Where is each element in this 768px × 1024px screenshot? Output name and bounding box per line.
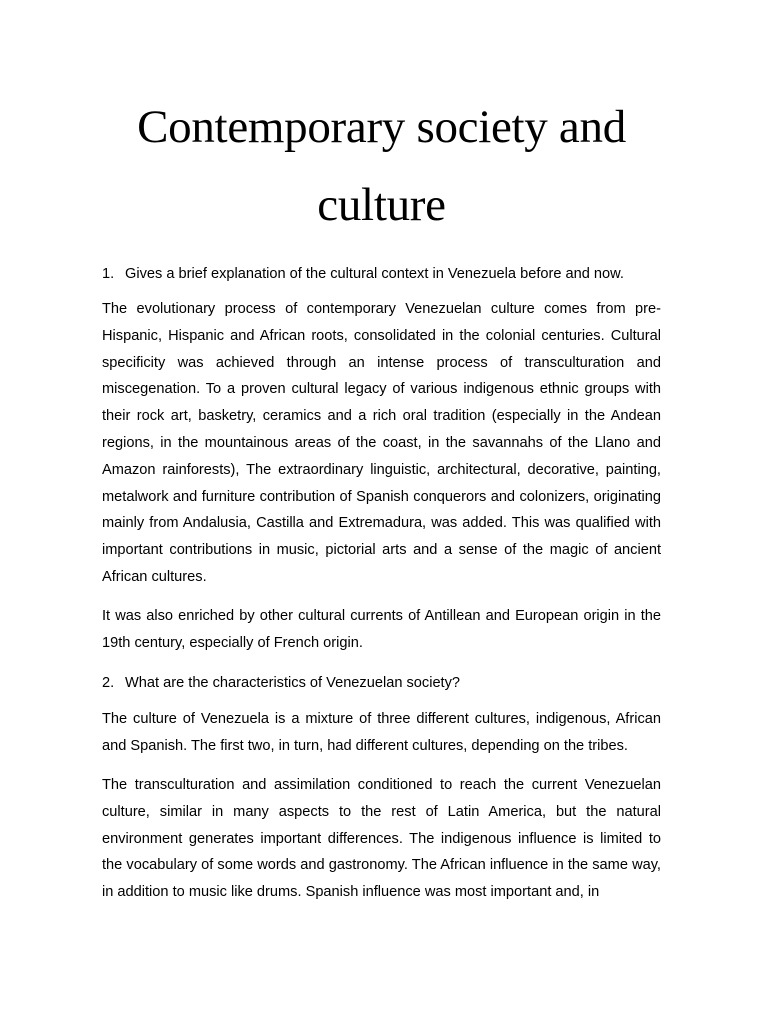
question-2 xyxy=(102,673,661,693)
question-1-number: 1. xyxy=(102,266,115,282)
document-title xyxy=(102,88,661,244)
title-line-1: Contemporary society and xyxy=(137,101,626,153)
document-page xyxy=(102,88,661,906)
question-1-text: Gives a brief explanation of the cultural context in Venezuela before and now. xyxy=(125,266,624,282)
question-1 xyxy=(102,264,661,284)
paragraph-2: It was also enriched by other cultural currents of Antillean and European origin in the 19th century, especially of French origin. xyxy=(102,607,661,651)
paragraph-3: The culture of Venezuela is a mixture of three different cultures, indigenous, African and Spanish. The first two, in turn, had different cultures, depending on the tribes. xyxy=(102,711,661,755)
question-2-number: 2. xyxy=(102,675,115,692)
paragraph-4: The transculturation and assimilation conditioned to reach the current Venezuelan culture, similar in many aspects to the rest of Latin America, but the natural environment generates important differences. The indigenous influence is limited to the vocabulary of some words and gastronomy. The African influence in the same way, in addition to music like drums. Spanish influence was most important and, in xyxy=(102,776,661,901)
question-2-text: What are the characteristics of Venezuelan society? xyxy=(125,675,461,692)
paragraph-1: The evolutionary process of contemporary Venezuelan culture comes from pre-Hispanic, Hispanic and African roots, consolidated in the colonial centuries. Cultural specificity was achieved through an intense process of transculturation and miscegenation. To a proven cultural legacy of various indigenous ethnic groups with their rock art, basketry, ceramics and a rich oral tradition (especially in the Andean regions, in the mountainous areas of the coast, in the savannahs of the Llano and Amazon rainforests), The extraordinary linguistic, architectural, decorative, painting, metalwork and furniture contribution of Spanish conquerors and colonizers, originating mainly from Andalusia, Castilla and Extremadura, was added. This was qualified with important contributions in music, pictorial arts and a sense of the magic of ancient African cultures. xyxy=(102,301,661,585)
title-line-2: culture xyxy=(317,179,446,231)
